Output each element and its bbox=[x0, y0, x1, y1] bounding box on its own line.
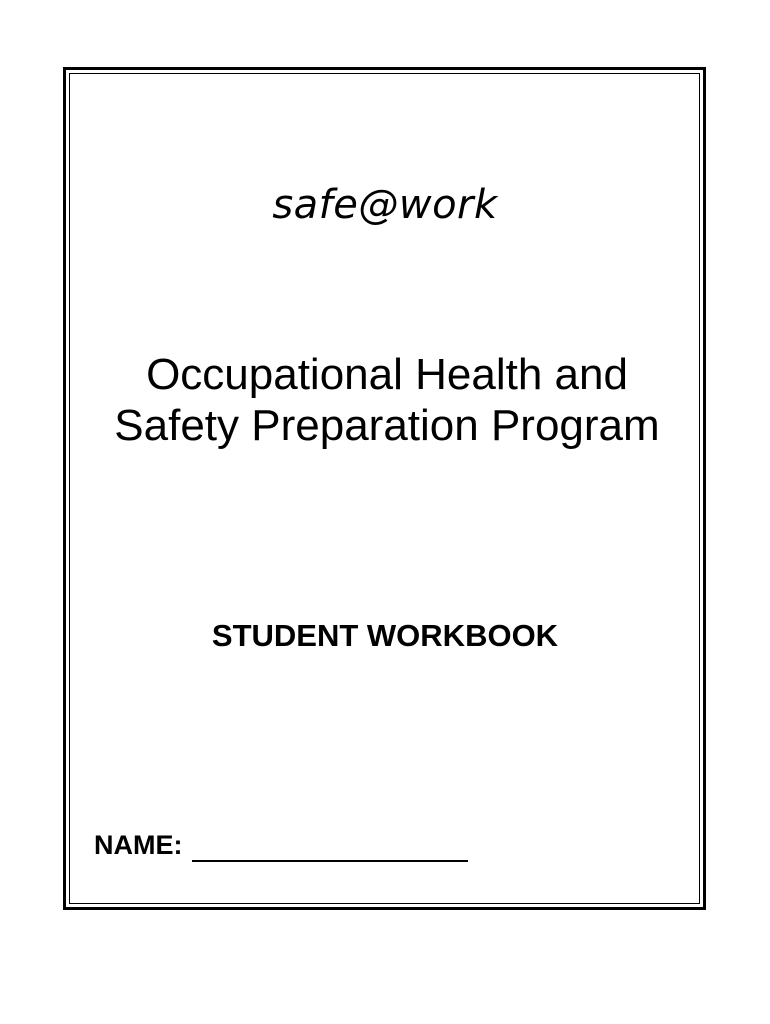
name-row bbox=[94, 828, 468, 862]
brand-title: safe@work bbox=[272, 182, 498, 228]
name-label: NAME: bbox=[94, 830, 183, 860]
program-title-line-2: Safety Preparation Program bbox=[114, 401, 660, 450]
program-title bbox=[92, 349, 682, 451]
workbook-subtitle: STUDENT WORKBOOK bbox=[211, 618, 559, 653]
program-title-line-1: Occupational Health and bbox=[146, 350, 628, 399]
name-blank-line bbox=[192, 830, 468, 862]
